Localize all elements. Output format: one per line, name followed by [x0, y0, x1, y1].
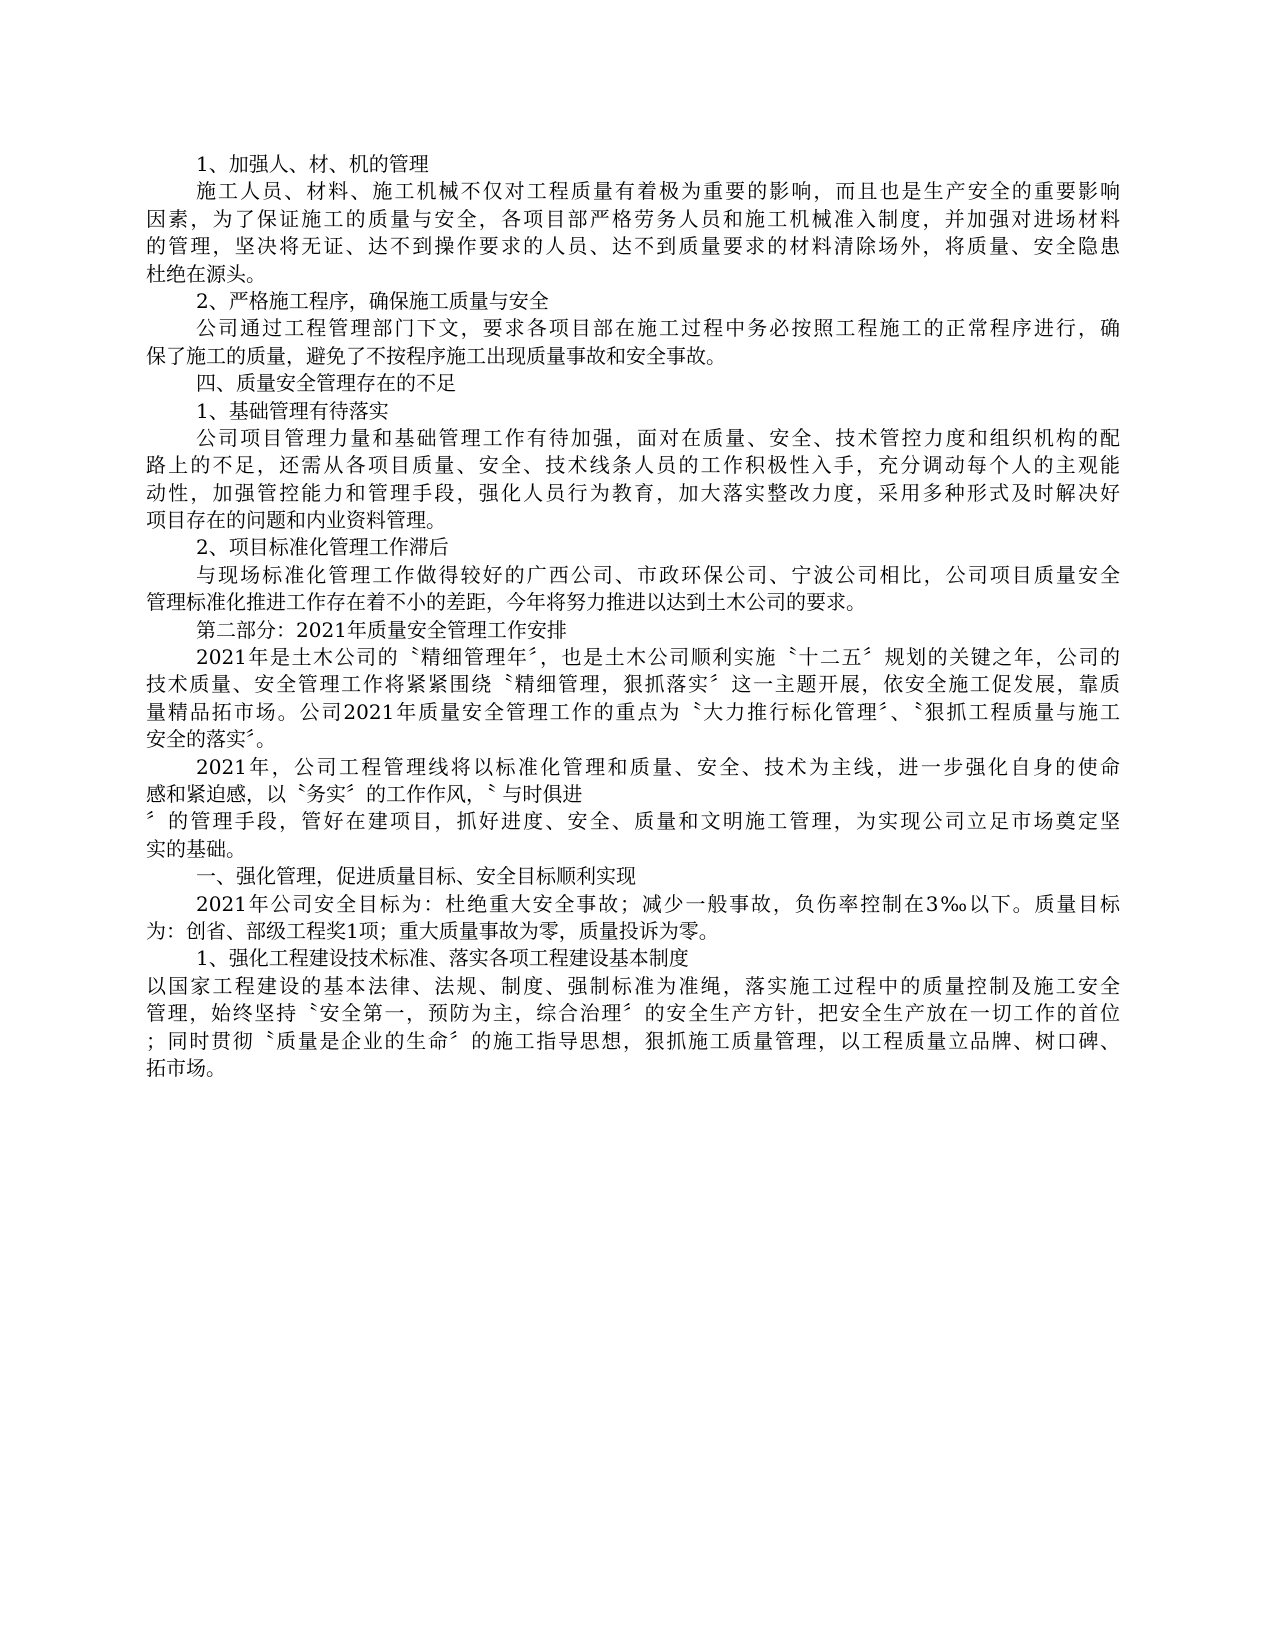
paragraph-line: 公司项目管理力量和基础管理工作有待加强，面对在质量、安全、技术管控力度和组织机构的配: [196, 425, 1120, 450]
paragraph-line: 动性，加强管控能力和管理手段，强化人员行为教育，加大落实整改力度，采用多种形式及时解决好: [146, 480, 1120, 505]
paragraph-line: 以国家工程建设的基本法律、法规、制度、强制标准为准绳，落实施工过程中的质量控制及施工安全: [146, 973, 1120, 998]
paragraph-line: 保了施工的质量，避免了不按程序施工出现质量事故和安全事故。: [146, 343, 726, 368]
heading-strengthen-resources: 1、加强人、材、机的管理: [196, 152, 429, 176]
heading-shortcomings: 四、质量安全管理存在的不足: [196, 371, 456, 396]
heading-standardization: 2、项目标准化管理工作滞后: [196, 535, 449, 560]
paragraph-line: 技术质量、安全管理工作将紧紧围绕〝精细管理，狠抓落实〞这一主题开展，依安全施工促发展，靠质: [146, 672, 1120, 697]
document-body: [146, 151, 1120, 1082]
paragraph-line: 2021年，公司工程管理线将以标准化管理和质量、安全、技术为主线，进一步强化自身的使命: [196, 754, 1120, 779]
heading-technical-standards: 1、强化工程建设技术标准、落实各项工程建设基本制度: [196, 946, 689, 971]
heading-basic-management: 1、基础管理有待落实: [196, 398, 389, 423]
paragraph-line: 公司通过工程管理部门下文，要求各项目部在施工过程中务必按照工程施工的正常程序进行，确: [196, 316, 1120, 341]
paragraph-line: 2021年公司安全目标为：杜绝重大安全事故；减少一般事故，负伤率控制在3‰以下。质量目标: [196, 891, 1120, 916]
paragraph-line: 量精品拓市场。公司2021年质量安全管理工作的重点为〝大力推行标化管理〞、〝狠抓工程质量与施工: [146, 699, 1120, 724]
paragraph-line: 感和紧迫感，以〝务实〞的工作作风，〝 与时俱进: [146, 781, 583, 806]
paragraph-line: 2021年是土木公司的〝精细管理年〞，也是土木公司顺利实施〝十二五〞规划的关键之年，公司的: [196, 645, 1120, 670]
paragraph-line: 〞的管理手段，管好在建项目，抓好进度、安全、质量和文明施工管理，为实现公司立足市场奠定坚: [146, 809, 1120, 834]
paragraph-line: 杜绝在源头。: [146, 261, 266, 286]
paragraph-line: 拓市场。: [146, 1055, 226, 1080]
paragraph-line: 路上的不足，还需从各项目质量、安全、技术线条人员的工作积极性入手，充分调动每个人的主观能: [146, 453, 1120, 478]
paragraph-line: ；同时贯彻〝质量是企业的生命〞的施工指导思想，狠抓施工质量管理，以工程质量立品牌、树口碑、: [146, 1028, 1120, 1053]
heading-strict-procedure: 2、严格施工程序，确保施工质量与安全: [196, 288, 549, 313]
paragraph-line: 管理，始终坚持〝安全第一，预防为主，综合治理〞的安全生产方针，把安全生产放在一切工作的首位: [146, 1001, 1120, 1026]
paragraph-line: 与现场标准化管理工作做得较好的广西公司、市政环保公司、宁波公司相比，公司项目质量安全: [196, 562, 1120, 587]
paragraph-line: 实的基础。: [146, 836, 246, 861]
paragraph-line: 管理标准化推进工作存在着不小的差距，今年将努力推进以达到土木公司的要求。: [146, 590, 866, 615]
paragraph-line: 为：创省、部级工程奖1项；重大质量事故为零，质量投诉为零。: [146, 918, 719, 943]
paragraph-line: 施工人员、材料、施工机械不仅对工程质量有着极为重要的影响，而且也是生产安全的重要影响: [196, 179, 1120, 204]
heading-part-two: 第二部分：2021年质量安全管理工作安排: [196, 617, 567, 642]
heading-strengthen-management: 一、强化管理，促进质量目标、安全目标顺利实现: [196, 864, 636, 889]
paragraph-line: 安全的落实〞。: [146, 727, 276, 752]
paragraph-line: 的管理，坚决将无证、达不到操作要求的人员、达不到质量要求的材料清除场外，将质量、安全隐患: [146, 234, 1120, 259]
paragraph-line: 因素，为了保证施工的质量与安全，各项目部严格劳务人员和施工机械准入制度，并加强对进场材料: [146, 206, 1120, 231]
paragraph-line: 项目存在的问题和内业资料管理。: [146, 508, 446, 533]
